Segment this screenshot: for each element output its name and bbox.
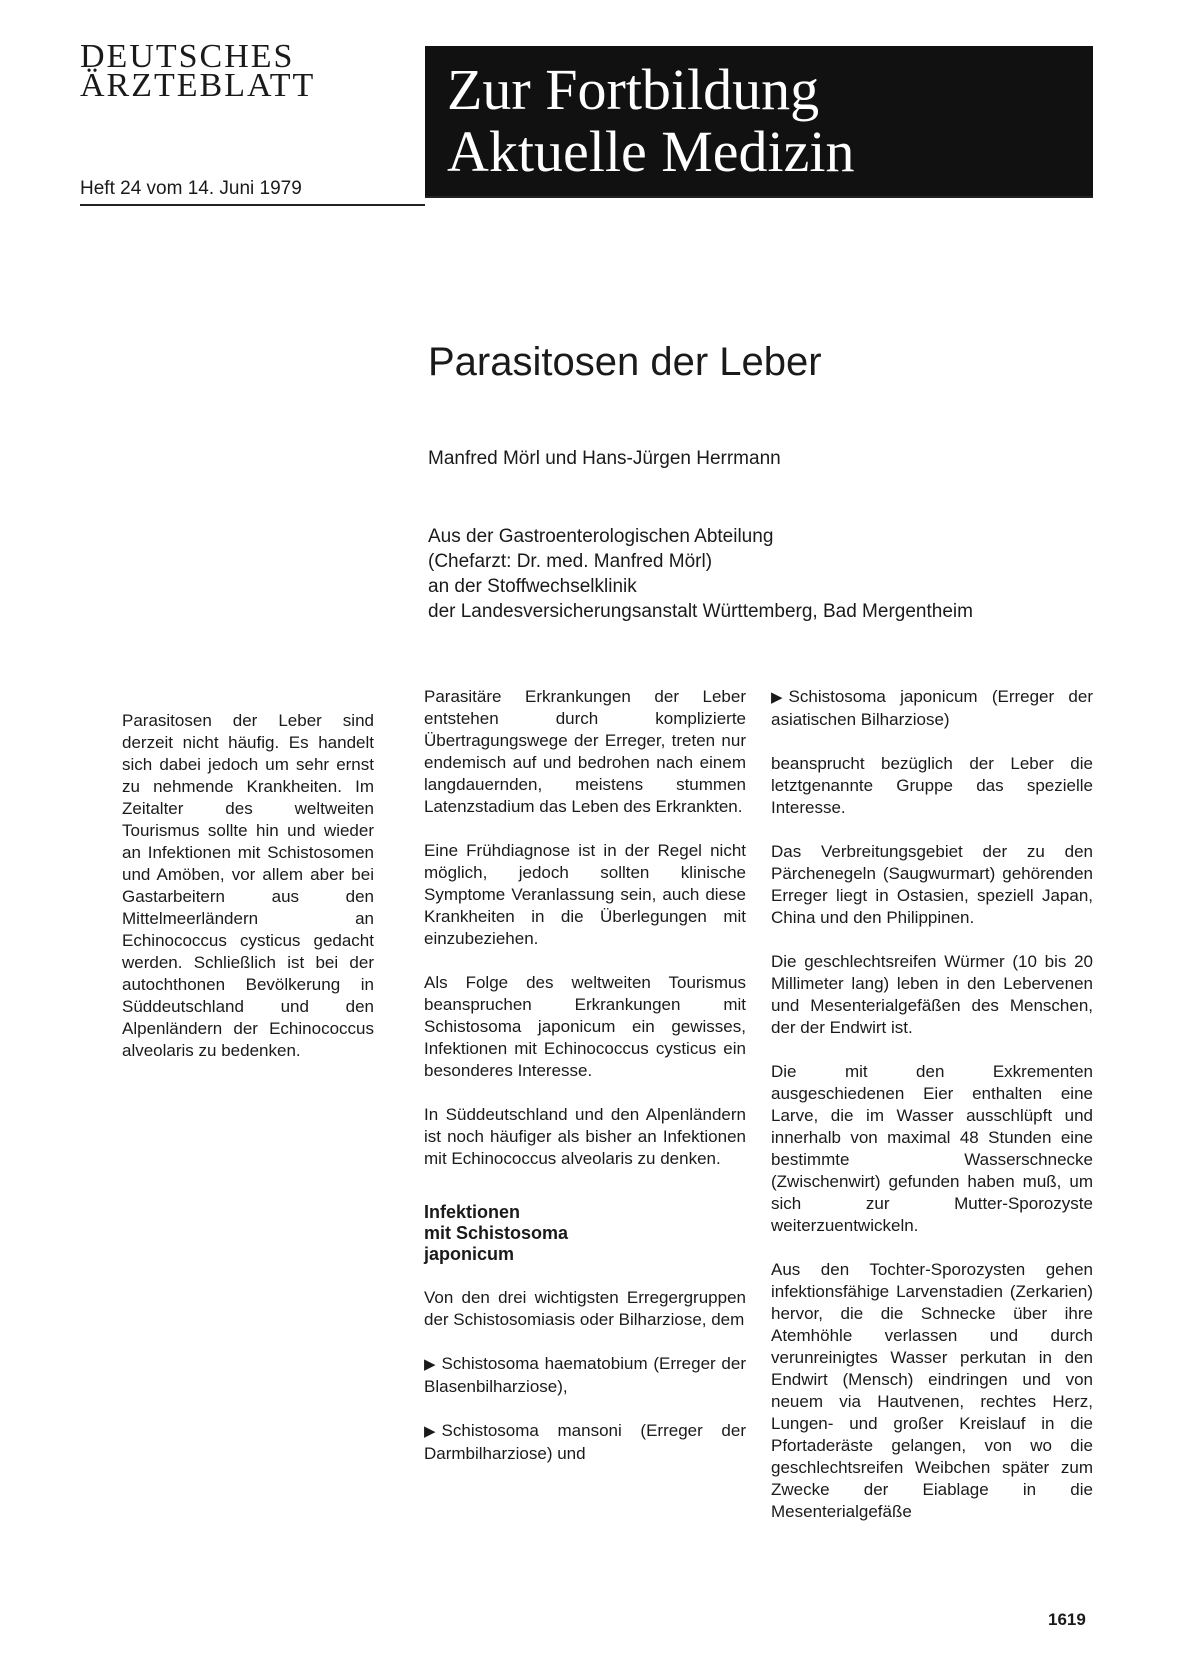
affiliation-line: an der Stoffwechselklinik — [428, 576, 637, 597]
masthead-line-2: ÄRZTEBLATT — [80, 67, 316, 104]
section-box — [425, 46, 1093, 196]
bullet-item — [424, 1353, 746, 1398]
arrow-bullet-icon: ▶ — [424, 1356, 436, 1373]
bullet-text: Schistosoma mansoni (Erreger der Darmbilharziose) und — [424, 1421, 746, 1463]
section-heading-line: japonicum — [424, 1244, 515, 1264]
paragraph: Die mit den Exkrementen ausgeschiedenen Eier enthalten eine Larve, die im Wasser ausschlüpft und innerhalb von maximal 48 Stunden eine bestimmte Wasserschnecke (Zwischenwirt) gefunden haben muß, um sich zur Mutter-Sporozyste weiterzuentwickeln. — [771, 1062, 1093, 1235]
arrow-bullet-icon: ▶ — [771, 689, 783, 706]
paragraph: Das Verbreitungsgebiet der zu den Pärchenegeln (Saugwurmart) gehörenden Erreger liegt in Ostasien, speziell Japan, China und den Philippinen. — [771, 842, 1093, 927]
paragraph: Von den drei wichtigsten Erregergruppen der Schistosomiasis oder Bilharziose, dem — [424, 1288, 746, 1329]
abstract-text: Parasitosen der Leber sind derzeit nicht häufig. Es handelt sich dabei jedoch um sehr ernst zu nehmende Krankheiten. Im Zeitalter des weltweiten Tourismus sollte hin und wieder an Infektionen mit Schistosomen und Amöben, vor allem aber bei Gastarbeitern aus den Mittelmeerländern an Echinococcus cysticus gedacht werden. Schließlich ist bei der autochthonen Bevölkerung in Süddeutschland und den Alpenländern der Echinococcus alveolaris zu bedenken. — [122, 711, 374, 1060]
article-title: Parasitosen der Leber — [428, 340, 822, 384]
header-rule-left — [80, 204, 425, 206]
bullet-item — [771, 686, 1093, 731]
bullet-item — [424, 1420, 746, 1465]
page-number: 1619 — [1048, 1610, 1086, 1629]
paragraph: Die geschlechtsreifen Würmer (10 bis 20 Millimeter lang) leben in den Lebervenen und Mesenterialgefäßen des Menschen, der der Endwirt ist. — [771, 952, 1093, 1037]
section-title-line-1: Zur Fortbildung — [447, 57, 820, 122]
body-column-3 — [771, 686, 1093, 1545]
affiliation-line: Aus der Gastroenterologischen Abteilung — [428, 526, 774, 547]
affiliation-line: (Chefarzt: Dr. med. Manfred Mörl) — [428, 551, 713, 572]
section-heading — [424, 1202, 746, 1265]
abstract-column — [122, 710, 374, 1084]
paragraph: Aus den Tochter-Sporozysten gehen infektionsfähige Larvenstadien (Zerkarien) hervor, die die Schnecke über ihre Atemhöhle verlassen und durch verunreinigtes Wasser perkutan in den Endwirt (Mensch) eindringen und von neuem via Hautvenen, rechtes Herz, Lungen- und großer Kreislauf in die Pfortaderäste gelangen, von wo die geschlechtsreifen Weibchen später zum Zwecke der Eiablage in die Mesenterialgefäße — [771, 1260, 1093, 1521]
bullet-text: Schistosoma haematobium (Erreger der Blasenbilharziose), — [424, 1354, 746, 1396]
affiliation-line: der Landesversicherungsanstalt Württemberg, Bad Mergentheim — [428, 601, 973, 622]
article-affiliation — [428, 524, 1088, 624]
bullet-text: Schistosoma japonicum (Erreger der asiatischen Bilharziose) — [771, 687, 1093, 729]
paragraph: beansprucht bezüglich der Leber die letztgenannte Gruppe das spezielle Interesse. — [771, 754, 1093, 817]
journal-masthead — [80, 38, 316, 104]
section-heading-line: mit Schistosoma — [424, 1223, 569, 1243]
article-authors: Manfred Mörl und Hans-Jürgen Herrmann — [428, 448, 781, 469]
issue-info: Heft 24 vom 14. Juni 1979 — [80, 178, 302, 199]
paragraph: Eine Frühdiagnose ist in der Regel nicht möglich, jedoch sollten klinische Symptome Veranlassung sein, auch diese Krankheiten in die Überlegungen mit einzubeziehen. — [424, 841, 746, 948]
section-heading-line: Infektionen — [424, 1202, 521, 1222]
arrow-bullet-icon: ▶ — [424, 1423, 436, 1440]
masthead-line-1: DEUTSCHES — [80, 38, 295, 75]
paragraph: In Süddeutschland und den Alpenländern ist noch häufiger als bisher an Infektionen mit Echinococcus alveolaris zu denken. — [424, 1105, 746, 1168]
body-column-2 — [424, 686, 746, 1487]
header-rule-right — [425, 196, 1093, 198]
section-title-line-2: Aktuelle Medizin — [447, 119, 855, 184]
paragraph: Parasitäre Erkrankungen der Leber entstehen durch komplizierte Übertragungswege der Erreger, treten nur endemisch auf und bedrohen nach einem langdauernden, meistens stummen Latenzstadium das Leben des Erkrankten. — [424, 687, 746, 816]
paragraph: Als Folge des weltweiten Tourismus beanspruchen Erkrankungen mit Schistosoma japonicum ein gewisses, Infektionen mit Echinococcus cysticus ein besonderes Interesse. — [424, 973, 746, 1080]
